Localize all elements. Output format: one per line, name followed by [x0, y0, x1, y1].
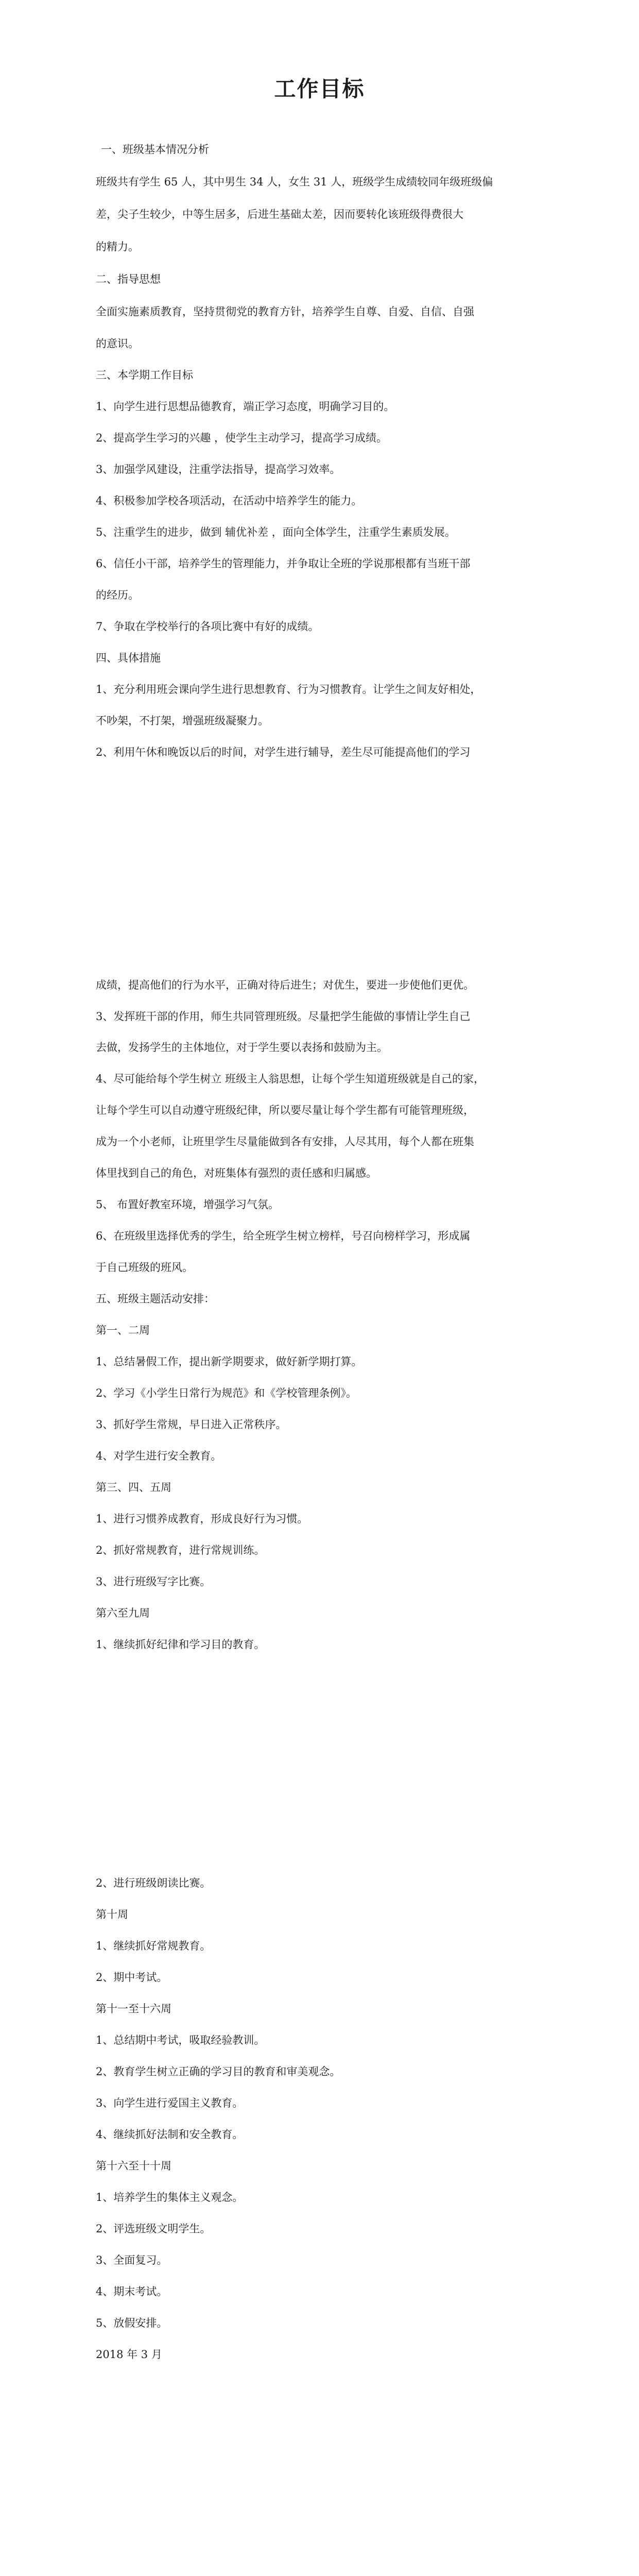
- list-item: 1、充分利用班会课向学生进行思想教育、行为习惯教育。让学生之间友好相处，: [96, 683, 481, 696]
- list-item: 1、继续抓好常规教育。: [96, 1940, 211, 1952]
- list-item: 5、放假安排。: [96, 2317, 168, 2329]
- list-item: 3、全面复习。: [96, 2254, 168, 2266]
- week-heading: 第十六至十十周: [96, 2160, 171, 2172]
- list-item: 4、积极参加学校各项活动，在活动中培养学生的能力。: [96, 495, 362, 507]
- list-item-continued: 去做，发扬学生的主体地位，对于学生要以表扬和鼓励为主。: [96, 1041, 388, 1054]
- list-item: 7、争取在学校举行的各项比赛中有好的成绩。: [96, 620, 319, 633]
- week-heading: 第六至九周: [96, 1607, 150, 1619]
- list-item: 6、在班级里选择优秀的学生，给全班学生树立榜样，号召向榜样学习，形成属: [96, 1230, 471, 1242]
- list-item: 2、期中考试。: [96, 1971, 168, 1984]
- list-item: 3、发挥班干部的作用，师生共同管理班级。尽量把学生能做的事情让学生自己: [96, 1010, 471, 1023]
- section-heading-guiding-idea: 二、指导思想: [96, 273, 161, 285]
- paragraph-line: 的意识。: [96, 337, 139, 350]
- list-item: 4、尽可能给每个学生树立 班级主人翁思想，让每个学生知道班级就是自己的家，: [96, 1073, 485, 1085]
- list-item: 3、抓好学生常规，早日进入正常秩序。: [96, 1418, 287, 1431]
- list-item: 3、进行班级写字比赛。: [96, 1575, 211, 1588]
- list-item: 3、加强学风建设，注重学法指导，提高学习效率。: [96, 463, 341, 476]
- list-item: 2、抓好常规教育，进行常规训练。: [96, 1544, 265, 1556]
- list-item: 4、期末考试。: [96, 2285, 168, 2298]
- list-item: 1、总结暑假工作，提出新学期要求，做好新学期打算。: [96, 1355, 362, 1368]
- section-heading-activities: 五、班级主题活动安排：: [96, 1293, 215, 1305]
- section-heading-measures: 四、具体措施: [96, 652, 161, 664]
- week-heading: 第三、四、五周: [96, 1481, 171, 1494]
- list-item-continued: 成绩，提高他们的行为水平，正确对待后进生；对优生，要进一步使他们更优。: [96, 979, 474, 991]
- section-heading-basic-situation: 一、班级基本情况分析: [101, 143, 209, 156]
- week-heading: 第十一至十六周: [96, 2003, 171, 2015]
- list-item: 1、培养学生的集体主义观念。: [96, 2191, 244, 2204]
- list-item: 2、评选班级文明学生。: [96, 2223, 211, 2235]
- list-item-continued: 成为一个小老师，让班里学生尽量能做到各有安排，人尽其用，每个人都在班集: [96, 1136, 474, 1148]
- week-heading: 第十周: [96, 1908, 128, 1921]
- list-item-continued: 让每个学生可以自动遵守班级纪律，所以要尽量让每个学生都有可能管理班级，: [96, 1104, 474, 1116]
- section-heading-goals: 三、本学期工作目标: [96, 369, 193, 381]
- list-item: 2、利用午休和晚饭以后的时间，对学生进行辅导，差生尽可能提高他们的学习: [96, 746, 471, 758]
- list-item-continued: 的经历。: [96, 589, 139, 601]
- list-item-continued: 体里找到自己的角色，对班集体有强烈的责任感和归属感。: [96, 1167, 377, 1179]
- list-item: 3、向学生进行爱国主义教育。: [96, 2097, 244, 2109]
- list-item: 4、对学生进行安全教育。: [96, 1450, 222, 1462]
- list-item-continued: 不吵架，不打架，增强班级凝聚力。: [96, 715, 269, 727]
- list-item: 2、学习《小学生日常行为规范》和《学校管理条例》。: [96, 1387, 357, 1399]
- list-item: 6、信任小干部，培养学生的管理能力，并争取让全班的学说那根都有当班干部: [96, 557, 471, 570]
- paragraph-line: 的精力。: [96, 241, 139, 253]
- list-item: 2、提高学生学习的兴趣 ，使学生主动学习，提高学习成绩。: [96, 432, 388, 444]
- list-item-continued: 于自己班级的班风。: [96, 1261, 193, 1274]
- document-date: 2018 年 3 月: [96, 2348, 162, 2361]
- paragraph-line: 差，尖子生较少，中等生居多，后进生基础太差，因而要转化该班级得费很大: [96, 208, 463, 221]
- list-item: 2、进行班级朗读比赛。: [96, 1877, 211, 1889]
- list-item: 1、总结期中考试，吸取经验教训。: [96, 2034, 265, 2046]
- list-item: 4、继续抓好法制和安全教育。: [96, 2128, 244, 2141]
- list-item: 2、教育学生树立正确的学习目的教育和审美观念。: [96, 2065, 341, 2078]
- week-heading: 第一、二周: [96, 1324, 150, 1336]
- list-item: 1、继续抓好纪律和学习目的教育。: [96, 1638, 265, 1651]
- list-item: 1、进行习惯养成教育，形成良好行为习惯。: [96, 1513, 308, 1525]
- page-title: 工作目标: [274, 76, 365, 101]
- list-item: 1、向学生进行思想品德教育，端正学习态度，明确学习目的。: [96, 400, 395, 413]
- list-item: 5、 布置好教室环境，增强学习气氛。: [96, 1198, 280, 1211]
- paragraph-line: 班级共有学生 65 人，其中男生 34 人，女生 31 人，班级学生成绩较同年级班级偏: [96, 176, 493, 188]
- paragraph-line: 全面实施素质教育，坚持贯彻党的教育方针，培养学生自尊、自爱、自信、自强: [96, 306, 474, 318]
- list-item: 5、注重学生的进步，做到 辅优补差 ，面向全体学生，注重学生素质发展。: [96, 526, 456, 538]
